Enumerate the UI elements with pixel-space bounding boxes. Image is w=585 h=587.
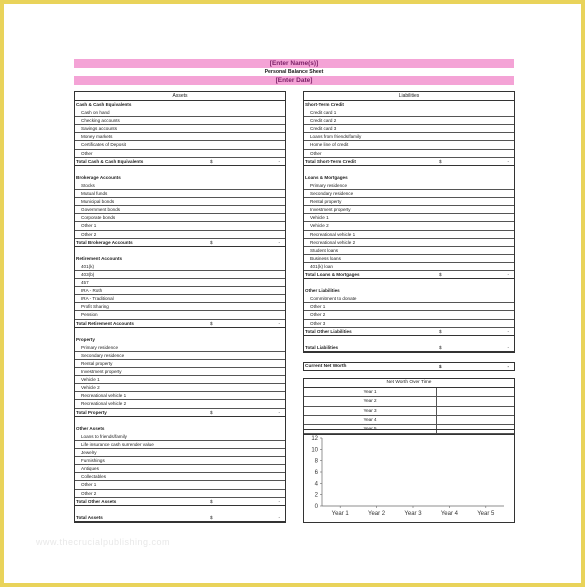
- year-row[interactable]: [304, 397, 514, 406]
- table-row[interactable]: [75, 457, 285, 465]
- table-row[interactable]: [75, 490, 285, 498]
- total-row[interactable]: [75, 320, 285, 328]
- section-heading: [304, 101, 514, 109]
- table-row[interactable]: [75, 263, 285, 271]
- table-row[interactable]: [304, 263, 514, 271]
- table-row[interactable]: [304, 311, 514, 319]
- year-label: Year 2: [304, 397, 437, 405]
- row-label: Brokerage Accounts: [76, 174, 121, 180]
- x-tick-label: Year 2: [368, 511, 386, 517]
- table-row[interactable]: [75, 295, 285, 303]
- liabilities-title: Liabilities: [304, 92, 514, 101]
- total-value: -: [278, 498, 280, 504]
- table-row[interactable]: [75, 271, 285, 279]
- chart-svg: [304, 430, 514, 522]
- table-row[interactable]: [75, 473, 285, 481]
- table-row[interactable]: [75, 400, 285, 408]
- total-row[interactable]: [75, 239, 285, 247]
- spacer-row: [304, 279, 514, 287]
- row-label: Total Assets: [76, 514, 103, 520]
- table-row[interactable]: [304, 320, 514, 328]
- total-value: -: [278, 409, 280, 415]
- row-label: Other 1: [310, 304, 326, 310]
- row-label: Commitment to donate: [310, 296, 357, 302]
- row-label: Secondary residence: [81, 352, 125, 358]
- total-row[interactable]: [75, 498, 285, 506]
- table-row[interactable]: [75, 360, 285, 368]
- y-tick-label: 8: [314, 458, 318, 465]
- table-row[interactable]: [304, 150, 514, 158]
- net-worth-value: -: [507, 364, 509, 369]
- total-row[interactable]: [75, 409, 285, 417]
- row-label: Government bonds: [81, 207, 121, 213]
- row-label: Total Other Assets: [76, 498, 117, 504]
- row-label: Primary residence: [81, 344, 119, 350]
- row-label: 401(k) loan: [310, 263, 333, 269]
- currency-symbol: $: [210, 158, 213, 164]
- table-row[interactable]: [75, 198, 285, 206]
- y-tick-label: 6: [314, 470, 318, 476]
- table-row[interactable]: [75, 311, 285, 319]
- table-row[interactable]: [304, 231, 514, 239]
- row-label: Other 1: [81, 223, 97, 229]
- year-label: Year 4: [304, 416, 437, 424]
- row-label: Short-Term Credit: [305, 102, 344, 107]
- row-label: Credit card 1: [310, 110, 337, 116]
- table-row[interactable]: [304, 182, 514, 190]
- row-label: Total Brokerage Accounts: [76, 239, 133, 245]
- row-label: Vehicle 2: [81, 385, 100, 391]
- row-label: 403(b): [81, 271, 95, 277]
- row-label: Other 2: [310, 312, 326, 318]
- row-label: Student loans: [310, 247, 339, 253]
- table-row[interactable]: [304, 214, 514, 222]
- row-label: Other 2: [81, 490, 97, 496]
- total-value: -: [507, 344, 509, 350]
- currency-symbol: $: [210, 320, 213, 326]
- total-value: -: [507, 158, 509, 164]
- row-label: IRA - Roth: [81, 288, 103, 294]
- date-placeholder[interactable]: [Enter Date]: [74, 76, 514, 85]
- row-label: Jewelry: [81, 450, 97, 456]
- year-label: Year 3: [304, 407, 437, 415]
- y-tick-label: 4: [314, 481, 318, 488]
- y-tick-label: 12: [311, 436, 318, 442]
- assets-title: Assets: [75, 92, 285, 101]
- name-placeholder[interactable]: [Enter Name(s)]: [74, 59, 514, 68]
- row-label: Total Cash & Cash Equivalents: [76, 158, 144, 164]
- table-row[interactable]: [75, 117, 285, 125]
- row-label: IRA - Traditional: [81, 296, 114, 302]
- row-label: Business loans: [310, 255, 341, 261]
- assets-section: [74, 91, 286, 523]
- table-row[interactable]: [75, 368, 285, 376]
- table-row[interactable]: [304, 295, 514, 303]
- row-label: Certificates of Deposit: [81, 142, 126, 148]
- net-worth-chart: [303, 429, 515, 523]
- row-label: Credit card 2: [310, 118, 337, 124]
- spacer-row: [75, 247, 285, 255]
- table-row[interactable]: [75, 222, 285, 230]
- currency-symbol: $: [439, 158, 442, 164]
- row-label: Checking accounts: [81, 118, 120, 124]
- table-row[interactable]: [75, 182, 285, 190]
- section-heading: [75, 255, 285, 263]
- table-row[interactable]: [75, 190, 285, 198]
- row-label: Loans & Mortgages: [305, 174, 348, 180]
- row-label: Money markets: [81, 134, 113, 140]
- year-row[interactable]: [304, 407, 514, 416]
- row-label: Other 2: [81, 231, 97, 237]
- row-label: 457: [81, 280, 89, 286]
- total-row[interactable]: [304, 344, 514, 352]
- total-row[interactable]: [304, 328, 514, 336]
- net-worth-currency: $: [439, 364, 442, 369]
- table-row[interactable]: [75, 433, 285, 441]
- row-label: Vehicle 2: [310, 223, 329, 229]
- currency-symbol: $: [210, 409, 213, 415]
- total-value: -: [278, 514, 280, 520]
- row-label: Pension: [81, 312, 98, 318]
- net-worth-over-time-title: Net Worth Over Time: [304, 379, 514, 388]
- x-tick-label: Year 1: [331, 511, 349, 517]
- table-row[interactable]: [75, 392, 285, 400]
- row-label: Total Property: [76, 409, 107, 415]
- table-row[interactable]: [304, 206, 514, 214]
- spacer-row: [75, 328, 285, 336]
- row-label: Retirement Accounts: [76, 255, 123, 261]
- table-row[interactable]: [75, 279, 285, 287]
- currency-symbol: $: [210, 498, 213, 504]
- year-label: Year 5: [304, 425, 437, 433]
- table-row[interactable]: [75, 465, 285, 473]
- row-label: Total Loans & Mortgages: [305, 271, 360, 277]
- row-label: Recreational vehicle 2: [81, 401, 127, 407]
- row-label: Total Retirement Accounts: [76, 320, 134, 326]
- spacer-row: [75, 166, 285, 174]
- x-tick-label: Year 3: [404, 511, 422, 517]
- row-label: Recreational vehicle 2: [310, 239, 356, 245]
- table-row[interactable]: [304, 141, 514, 149]
- section-heading: [75, 425, 285, 433]
- row-label: Property: [76, 336, 95, 342]
- currency-symbol: $: [439, 344, 442, 350]
- row-label: Collectables: [81, 474, 107, 480]
- row-label: 401(k): [81, 263, 95, 269]
- total-value: -: [278, 320, 280, 326]
- table-row[interactable]: [304, 125, 514, 133]
- row-label: Primary residence: [310, 182, 348, 188]
- current-net-worth-row[interactable]: [303, 362, 515, 371]
- table-row[interactable]: [75, 449, 285, 457]
- net-worth-over-time-table: [303, 378, 515, 435]
- liabilities-rows: [304, 101, 514, 352]
- table-row[interactable]: [75, 352, 285, 360]
- table-row[interactable]: [75, 303, 285, 311]
- year-row[interactable]: [304, 388, 514, 397]
- row-label: Rental property: [310, 199, 342, 205]
- row-label: Credit card 3: [310, 126, 337, 132]
- table-row[interactable]: [75, 384, 285, 392]
- table-row[interactable]: [75, 287, 285, 295]
- currency-symbol: $: [439, 271, 442, 277]
- row-label: Stocks: [81, 182, 95, 188]
- spacer-row: [304, 166, 514, 174]
- currency-symbol: $: [210, 239, 213, 245]
- table-row[interactable]: [75, 109, 285, 117]
- section-heading: [75, 174, 285, 182]
- total-value: -: [278, 158, 280, 164]
- net-worth-label: Current Net Worth: [305, 364, 347, 369]
- row-label: Other: [310, 150, 322, 156]
- row-label: Furnishings: [81, 458, 105, 464]
- year-value[interactable]: [437, 416, 514, 424]
- table-row[interactable]: [304, 109, 514, 117]
- spacer-row: [75, 417, 285, 425]
- row-label: Other 1: [81, 482, 97, 488]
- section-heading: [75, 101, 285, 109]
- table-row[interactable]: [75, 481, 285, 489]
- row-label: Home line of credit: [310, 142, 349, 148]
- table-row[interactable]: [75, 376, 285, 384]
- year-label: Year 1: [304, 388, 437, 396]
- row-label: Total Short-Term Credit: [305, 158, 356, 164]
- table-row[interactable]: [304, 255, 514, 263]
- y-tick-label: 10: [311, 447, 318, 454]
- table-row[interactable]: [75, 150, 285, 158]
- total-value: -: [507, 328, 509, 334]
- row-label: Cash on hand: [81, 110, 110, 116]
- x-tick-label: Year 5: [477, 511, 495, 517]
- total-row[interactable]: [304, 271, 514, 279]
- row-label: Other: [81, 150, 93, 156]
- net-worth-years: [304, 388, 514, 434]
- section-heading: [304, 174, 514, 182]
- table-row[interactable]: [75, 344, 285, 352]
- year-value[interactable]: [437, 407, 514, 415]
- row-label: Life insurance cash surrender value: [81, 441, 154, 447]
- row-label: Rental property: [81, 361, 113, 366]
- section-heading: [75, 336, 285, 344]
- section-heading: [304, 287, 514, 295]
- table-row[interactable]: [304, 303, 514, 311]
- liabilities-section: [303, 91, 515, 353]
- table-row[interactable]: [75, 206, 285, 214]
- total-row[interactable]: [75, 158, 285, 166]
- table-row[interactable]: [75, 133, 285, 141]
- table-row[interactable]: [304, 239, 514, 247]
- row-label: Vehicle 1: [81, 377, 100, 383]
- year-value[interactable]: [437, 388, 514, 396]
- row-label: Loans to friends/family: [81, 433, 127, 439]
- total-value: -: [278, 239, 280, 245]
- total-value: -: [507, 271, 509, 277]
- table-row[interactable]: [304, 133, 514, 141]
- row-label: Mutual funds: [81, 191, 108, 197]
- row-label: Other 3: [310, 320, 326, 326]
- row-label: Municipal bonds: [81, 199, 115, 205]
- table-row[interactable]: [304, 117, 514, 125]
- row-label: Total Other Liabilities: [305, 328, 352, 334]
- row-label: Savings accounts: [81, 126, 118, 132]
- table-row[interactable]: [75, 125, 285, 133]
- row-label: Loans from friends/family: [310, 134, 362, 140]
- row-label: Other Assets: [76, 425, 105, 431]
- x-tick-label: Year 4: [440, 511, 458, 517]
- row-label: Recreational vehicle 1: [81, 393, 127, 399]
- row-label: Antiques: [81, 466, 99, 472]
- y-tick-label: 2: [314, 492, 318, 499]
- table-row[interactable]: [75, 441, 285, 449]
- table-row[interactable]: [304, 198, 514, 206]
- row-label: Recreational vehicle 1: [310, 231, 356, 237]
- row-label: Corporate bonds: [81, 215, 116, 221]
- row-label: Profit Sharing: [81, 304, 109, 310]
- spacer-row: [304, 336, 514, 344]
- y-tick-label: 0: [314, 504, 318, 510]
- watermark: www.thecrucialpublishing.com: [36, 537, 171, 547]
- currency-symbol: $: [210, 514, 213, 520]
- year-row[interactable]: [304, 416, 514, 425]
- table-row[interactable]: [304, 190, 514, 198]
- row-label: Vehicle 1: [310, 215, 329, 221]
- row-label: Investment property: [310, 207, 351, 213]
- row-label: Investment property: [81, 369, 122, 375]
- row-label: Other Liabilities: [305, 288, 340, 294]
- table-row[interactable]: [304, 222, 514, 230]
- year-value[interactable]: [437, 397, 514, 405]
- row-label: Total Liabilities: [305, 344, 339, 350]
- sheet-subtitle: Personal Balance Sheet: [264, 69, 324, 75]
- table-row[interactable]: [75, 231, 285, 239]
- spacer-row: [75, 506, 285, 514]
- assets-rows: [75, 101, 285, 522]
- total-row[interactable]: [75, 514, 285, 522]
- table-row[interactable]: [75, 214, 285, 222]
- table-row[interactable]: [75, 141, 285, 149]
- currency-symbol: $: [439, 328, 442, 334]
- table-row[interactable]: [304, 247, 514, 255]
- row-label: Secondary residence: [310, 191, 354, 197]
- row-label: Cash & Cash Equivalents: [76, 102, 132, 107]
- total-row[interactable]: [304, 158, 514, 166]
